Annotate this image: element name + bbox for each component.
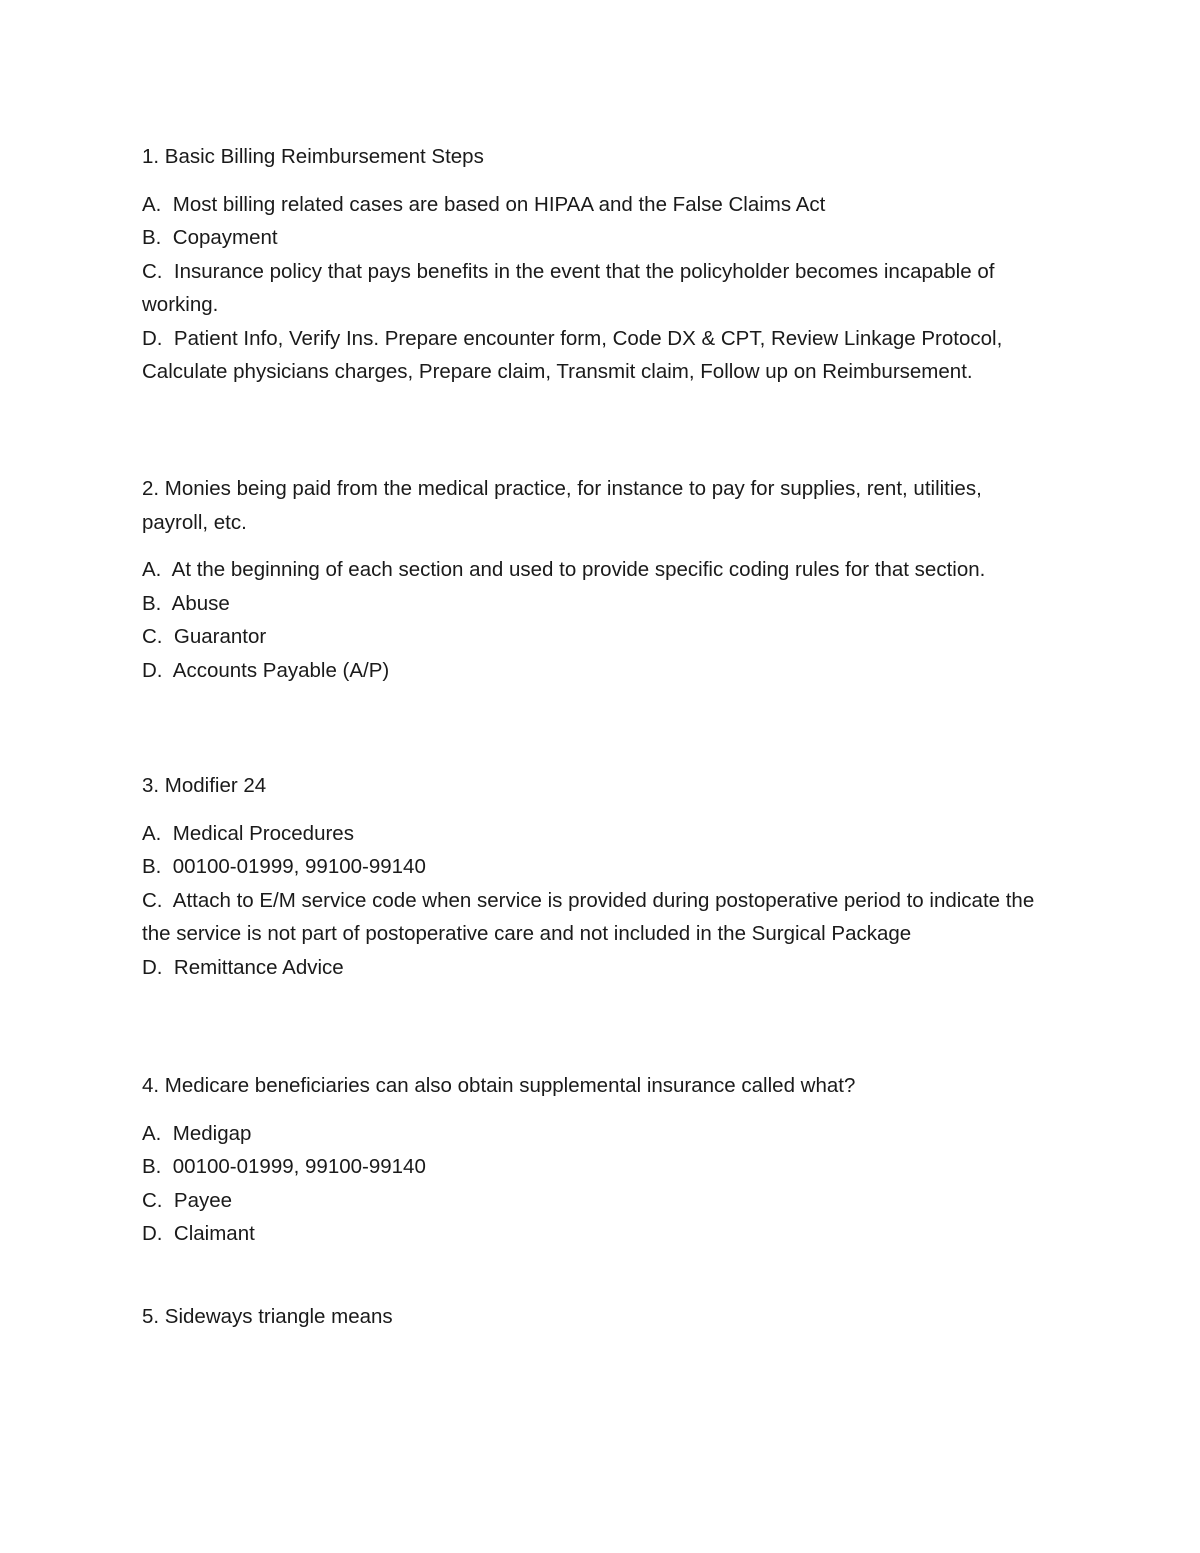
answer-option-b: [142, 1150, 1042, 1184]
answer-options: [142, 553, 1042, 687]
question-stem: 2. Monies being paid from the medical practice, for instance to pay for supplies, rent, utilities, payroll, etc.: [142, 477, 982, 534]
option-text: Payee: [173, 1188, 233, 1212]
question-stem: 3. Modifier 24: [142, 774, 267, 797]
option-text: Abuse: [171, 591, 230, 615]
option-letter: B.: [142, 855, 162, 878]
answer-option-d: [142, 951, 1042, 985]
answer-option-a: [142, 188, 1042, 222]
option-text: Medical Procedures: [172, 821, 354, 845]
option-text: Most billing related cases are based on HIPAA and the False Claims Act: [172, 192, 826, 216]
option-text: Medigap: [172, 1121, 252, 1145]
option-letter: C.: [142, 888, 163, 912]
option-letter: C.: [142, 259, 163, 283]
answer-option-d: [142, 1217, 1042, 1251]
answer-option-c: [142, 884, 1042, 951]
answer-option-c: [142, 1184, 1042, 1218]
answer-option-c: [142, 620, 1042, 654]
answer-options: [142, 817, 1042, 985]
answer-options: [142, 188, 1042, 389]
answer-option-c: [142, 255, 1042, 322]
option-letter: D.: [142, 326, 163, 350]
question-stem: 4. Medicare beneficiaries can also obtain supplemental insurance called what?: [142, 1074, 856, 1097]
answer-option-d: [142, 654, 1042, 688]
option-letter: A.: [142, 558, 162, 581]
option-letter: B.: [142, 1155, 162, 1178]
question-3: [142, 769, 1042, 984]
option-text: Claimant: [173, 1222, 255, 1245]
answer-option-a: [142, 1117, 1042, 1151]
option-letter: A.: [142, 1121, 162, 1145]
option-text: At the beginning of each section and used to provide specific coding rules for that section.: [171, 558, 986, 581]
answer-option-d: [142, 322, 1042, 389]
question-stem: 5. Sideways triangle means: [142, 1305, 393, 1328]
option-text: Insurance policy that pays benefits in the event that the policyholder becomes incapable of working.: [142, 259, 995, 316]
option-text: Patient Info, Verify Ins. Prepare encounter form, Code DX & CPT, Review Linkage Protocol, Calculate physicians charges, Prepare claim, Transmit claim, Follow up on Reimbursement.: [142, 326, 1003, 383]
answer-option-a: [142, 553, 1042, 587]
option-letter: D.: [142, 658, 163, 682]
option-letter: B.: [142, 591, 162, 615]
option-text: Remittance Advice: [173, 955, 344, 979]
option-text: Attach to E/M service code when service is provided during postoperative period to indicate the the service is not part of postoperative care and not included in the Surgical Package: [142, 888, 1035, 945]
question-4: [142, 1069, 1042, 1251]
option-letter: D.: [142, 1222, 163, 1245]
option-text: 00100-01999, 99100-99140: [172, 855, 426, 878]
option-letter: D.: [142, 955, 163, 979]
question-5: [142, 1300, 1042, 1334]
option-letter: A.: [142, 192, 162, 216]
question-2: [142, 472, 1042, 687]
option-letter: C.: [142, 1188, 163, 1212]
option-text: Accounts Payable (A/P): [172, 658, 390, 682]
option-text: Copayment: [172, 226, 278, 249]
option-text: Guarantor: [173, 625, 267, 648]
option-letter: A.: [142, 821, 162, 845]
answer-option-b: [142, 850, 1042, 884]
answer-option-a: [142, 817, 1042, 851]
answer-option-b: [142, 587, 1042, 621]
option-letter: B.: [142, 226, 162, 249]
question-1: [142, 140, 1042, 389]
option-text: 00100-01999, 99100-99140: [172, 1155, 426, 1178]
question-stem: 1. Basic Billing Reimbursement Steps: [142, 145, 484, 168]
answer-option-b: [142, 221, 1042, 255]
option-letter: C.: [142, 625, 163, 648]
answer-options: [142, 1117, 1042, 1251]
